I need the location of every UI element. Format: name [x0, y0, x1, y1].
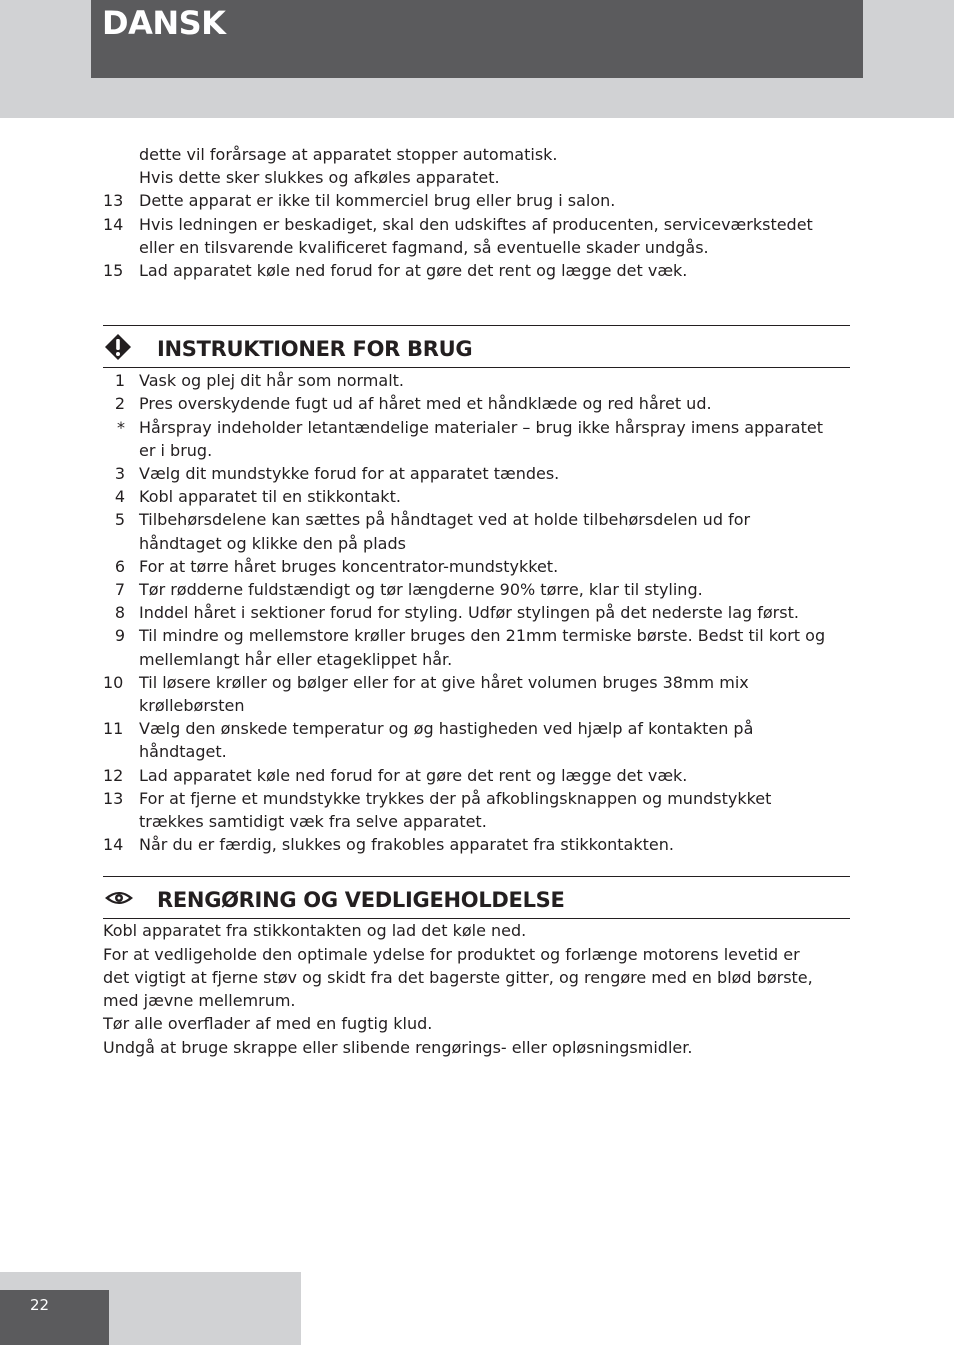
item-number: 5 — [114, 510, 125, 530]
item-number: 3 — [114, 464, 125, 484]
list-item — [103, 717, 850, 763]
eye-icon — [103, 887, 157, 909]
list-item — [103, 601, 850, 624]
continued-list — [103, 143, 850, 282]
footer-box — [0, 1290, 109, 1345]
item-number: 14 — [103, 835, 124, 855]
cleaning-title: RENGØRING OG VEDLIGEHOLDELSE — [157, 887, 565, 912]
item-text: Lad apparatet køle ned forud for at gøre det rent og lægge det væk. — [139, 765, 688, 785]
cleaning-header — [103, 876, 850, 919]
cleaning-body — [103, 919, 850, 1058]
page-content — [103, 143, 850, 1059]
instructions-section — [103, 325, 850, 856]
cleaning-section — [103, 876, 850, 1058]
page-number: 22 — [30, 1296, 50, 1314]
list-item — [103, 578, 850, 601]
item-number: 13 — [103, 191, 124, 211]
item-number: 2 — [114, 394, 125, 414]
item-number: 1 — [114, 371, 125, 391]
item-text: dette vil forårsage at apparatet stopper automatisk. Hvis dette sker slukkes og afkøles apparatet. — [139, 145, 558, 188]
item-text: Vask og plej dit hår som normalt. — [139, 371, 404, 391]
list-item — [103, 485, 850, 508]
item-number: 10 — [103, 672, 124, 692]
list-item — [103, 416, 850, 462]
list-item — [103, 508, 850, 554]
item-text: Inddel håret i sektioner forud for styling. Udfør stylingen på det nederste lag først. — [139, 603, 799, 623]
paragraph: Tør alle overflader af med en fugtig klud. — [103, 1014, 433, 1034]
item-number: 15 — [103, 261, 124, 281]
list-item — [103, 555, 850, 578]
item-number: 11 — [103, 719, 124, 739]
item-text: Til mindre og mellemstore krøller bruges den 21mm termiske børste. Bedst til kort og mellemlangt hår eller etageklippet hår. — [139, 626, 826, 669]
list-item — [103, 143, 850, 189]
item-text: Vælg dit mundstykke forud for at apparatet tændes. — [139, 464, 560, 484]
item-text: Kobl apparatet til en stikkontakt. — [139, 487, 401, 507]
list-item — [103, 259, 850, 282]
list-item — [103, 369, 850, 392]
item-text: Når du er færdig, slukkes og frakobles apparatet fra stikkontakten. — [139, 835, 674, 855]
item-text: Hårspray indeholder letantændelige materialer – brug ikke hårspray imens apparatet er i brug. — [139, 417, 823, 460]
item-number: * — [117, 417, 125, 437]
list-item — [103, 462, 850, 485]
item-number: 12 — [103, 765, 124, 785]
item-text: Lad apparatet køle ned forud for at gøre det rent og lægge det væk. — [139, 261, 688, 281]
item-text: Tør rødderne fuldstændigt og tør længderne 90% tørre, klar til styling. — [139, 580, 703, 600]
warning-icon — [103, 333, 157, 361]
item-text: Pres overskydende fugt ud af håret med et håndklæde og red håret ud. — [139, 394, 712, 414]
item-text: Til løsere krøller og bølger eller for at give håret volumen bruges 38mm mix krøllebørsten — [139, 672, 749, 716]
item-text: Dette apparat er ikke til kommerciel brug eller brug i salon. — [139, 191, 616, 211]
list-item — [103, 213, 850, 259]
paragraph: Kobl apparatet fra stikkontakten og lad det køle ned. — [103, 921, 527, 941]
item-number: 14 — [103, 214, 124, 234]
item-text: For at tørre håret bruges koncentrator-mundstykket. — [139, 556, 559, 576]
item-number: 7 — [114, 580, 125, 600]
list-item — [103, 787, 850, 833]
instructions-title: INSTRUKTIONER FOR BRUG — [157, 336, 473, 361]
item-number: 8 — [114, 603, 125, 623]
instructions-header — [103, 325, 850, 368]
list-item — [103, 671, 850, 717]
paragraph: For at vedligeholde den optimale ydelse for produktet og forlænge motorens levetid er det vigtigt at fjerne støv og skidt fra det bagerste gitter, og rengøre med en blød børste, med jævne mellemrum. — [103, 944, 813, 1011]
item-number — [103, 143, 139, 189]
item-number: 13 — [103, 788, 124, 808]
item-text: For at fjerne et mundstykke trykkes der på afkoblingsknappen og mundstykket trækkes samtidigt væk fra selve apparatet. — [139, 788, 772, 832]
item-number: 9 — [114, 626, 125, 646]
item-text: Tilbehørsdelene kan sættes på håndtaget ved at holde tilbehørsdelen ud for håndtaget og klikke den på plads — [139, 510, 751, 553]
paragraph: Undgå at bruge skrappe eller slibende rengørings- eller opløsningsmidler. — [103, 1037, 693, 1057]
list-item — [103, 189, 850, 212]
item-number: 4 — [114, 487, 125, 507]
item-text: Vælg den ønskede temperatur og øg hastigheden ved hjælp af kontakten på håndtaget. — [139, 719, 754, 762]
list-item — [103, 764, 850, 787]
page-title: DANSK — [102, 4, 226, 42]
list-item — [103, 624, 850, 670]
item-number: 6 — [114, 556, 125, 576]
item-text: Hvis ledningen er beskadiget, skal den udskiftes af producenten, serviceværkstedet eller en tilsvarende kvalificeret fagmand, så eventuelle skader undgås. — [139, 214, 813, 257]
list-item — [103, 833, 850, 856]
header-box — [91, 0, 863, 78]
instructions-list — [103, 369, 850, 856]
list-item — [103, 392, 850, 415]
